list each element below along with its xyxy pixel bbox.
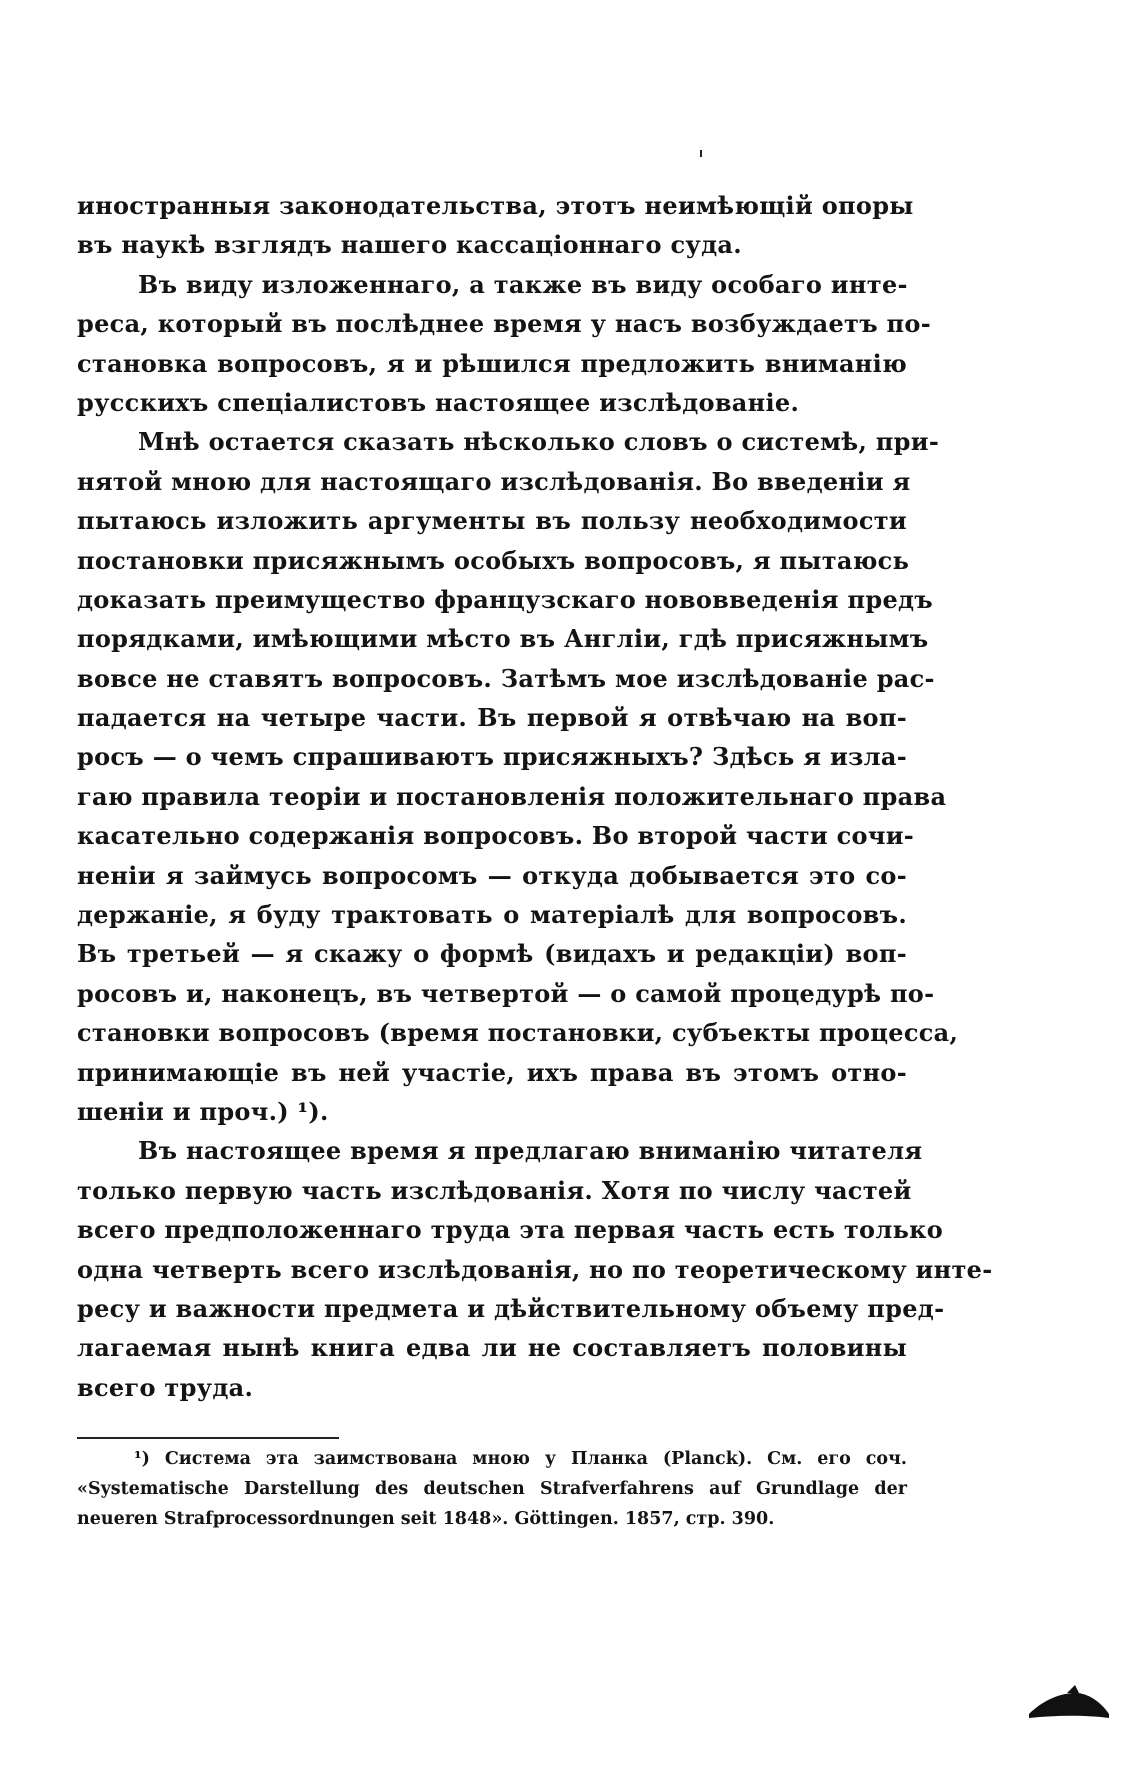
text-line: становки вопросовъ (время постановки, субъекты процесса,	[77, 1018, 959, 1048]
text-line: всего труда.	[77, 1372, 254, 1402]
book-ornament-icon	[1027, 1680, 1111, 1722]
text-line: росъ — о чемъ спрашиваютъ присяжныхъ? Здѣсь я изла-	[77, 742, 907, 772]
text-line: доказать преимущество французскаго нововведенія предъ	[77, 584, 934, 614]
text-line: ресу и важности предмета и дѣйствительному объему пред-	[77, 1293, 945, 1323]
text-line: росовъ и, наконецъ, въ четвертой — о самой процедурѣ по-	[77, 978, 935, 1008]
text-line: Въ настоящее время я предлагаю вниманію читателя	[138, 1136, 923, 1166]
text-line: всего предположеннаго труда эта первая часть есть только	[77, 1215, 944, 1245]
text-line: держаніе, я буду трактовать о матеріалѣ для вопросовъ.	[77, 900, 907, 930]
body-text	[77, 186, 993, 1407]
text-line: вовсе не ставятъ вопросовъ. Затѣмъ мое изслѣдованіе рас-	[77, 663, 935, 693]
text-line: падается на четыре части. Въ первой я отвѣчаю на воп-	[77, 703, 907, 733]
text-line: Въ третьей — я скажу о формѣ (видахъ и редакціи) воп-	[77, 939, 907, 969]
text-line: постановки присяжнымъ особыхъ вопросовъ, я пытаюсь	[77, 545, 910, 575]
footnote-divider	[77, 1437, 339, 1439]
text-line: гаю правила теоріи и постановленія положительнаго права	[77, 781, 947, 811]
text-line: реса, который въ послѣднее время у насъ возбуждаетъ по-	[77, 309, 931, 339]
text-line: становка вопросовъ, я и рѣшился предложить вниманію	[77, 348, 907, 378]
text-line: нятой мною для настоящаго изслѣдованія. Во введеніи я	[77, 466, 911, 496]
text-line: въ наукѣ взглядъ нашего кассаціоннаго суда.	[77, 230, 742, 260]
text-line: касательно содержанія вопросовъ. Во второй части сочи-	[77, 821, 915, 851]
text-line: только первую часть изслѣдованія. Хотя по числу частей	[77, 1175, 912, 1205]
footnote-line: «Systematische Darstellung des deutschen Strafverfahrens auf Grundlage der	[77, 1479, 907, 1499]
text-line: порядками, имѣющими мѣсто въ Англіи, гдѣ присяжнымъ	[77, 624, 929, 654]
text-line: шеніи и проч.) ¹).	[77, 1096, 329, 1126]
footnote-line: ¹) Система эта заимствована мною у Планка (Planck). См. его соч.	[134, 1449, 907, 1469]
text-line: одна четверть всего изслѣдованія, но по теоретическому инте-	[77, 1254, 993, 1284]
text-line: неніи я займусь вопросомъ — откуда добывается это со-	[77, 860, 907, 890]
footnote	[77, 1444, 907, 1534]
text-line: пытаюсь изложить аргументы въ пользу необходимости	[77, 506, 907, 536]
text-line: иностранныя законодательства, этотъ неимѣющій опоры	[77, 191, 914, 220]
text-line: лагаемая нынѣ книга едва ли не составляетъ половины	[77, 1333, 907, 1363]
footnote-line: neueren Strafprocessordnungen seit 1848». Göttingen. 1857, стр. 390.	[77, 1509, 775, 1529]
stray-mark	[700, 150, 702, 157]
text-line: Въ виду изложеннаго, а также въ виду особаго инте-	[138, 269, 908, 299]
text-line: принимающіе въ ней участіе, ихъ права въ этомъ отно-	[77, 1057, 907, 1087]
text-line: Мнѣ остается сказать нѣсколько словъ о системѣ, при-	[138, 427, 940, 457]
text-line: русскихъ спеціалистовъ настоящее изслѣдованіе.	[77, 387, 800, 417]
